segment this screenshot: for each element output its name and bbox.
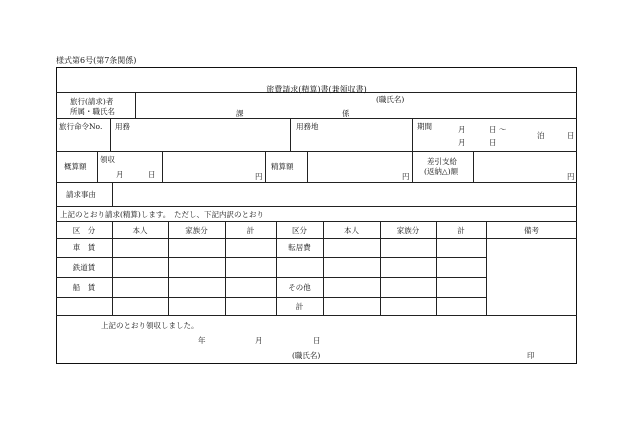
traveler-kakari: 係 (342, 109, 350, 118)
divider (112, 221, 113, 315)
reason-label: 請求事由 (66, 190, 96, 199)
table-header: 家族分 (185, 226, 208, 235)
table-header: 区 分 (72, 226, 96, 235)
divider (473, 151, 474, 182)
receipt-month: 月 (116, 170, 124, 179)
destination-label: 用務地 (296, 122, 319, 131)
divider (56, 315, 577, 316)
table-row-label: 転居費 (288, 243, 311, 252)
table-row-label: 船 賃 (72, 283, 96, 292)
table-row-label: 車 賃 (72, 243, 96, 252)
yen-mark: 円 (255, 172, 263, 181)
table-header: 本人 (132, 226, 148, 235)
table-header: 備考 (524, 226, 539, 235)
divider (56, 277, 486, 278)
divider (97, 151, 98, 182)
divider (56, 257, 486, 258)
divider (56, 151, 577, 152)
divider (56, 182, 577, 183)
receipt-day: 日 (148, 170, 156, 179)
settle-label: 精算額 (271, 162, 294, 171)
divider (110, 118, 111, 151)
divider (276, 221, 277, 315)
form-title: 旅費請求(精算)書(兼領収書) (266, 85, 367, 94)
period-day: 日 (489, 138, 497, 147)
divider (307, 151, 308, 182)
traveler-label: 所属・職氏名 (70, 107, 115, 116)
stay-day: 日 (567, 131, 575, 140)
receipt-label: 領収 (100, 155, 115, 164)
table-header: 計 (457, 226, 465, 235)
divider (412, 118, 413, 151)
divider (56, 221, 577, 222)
traveler-label: 旅行(請求)者 (70, 97, 114, 106)
purpose-label: 用務 (115, 122, 130, 131)
divider (265, 151, 266, 182)
receipt-day: 日 (313, 336, 321, 345)
advance-label: 概算額 (64, 162, 87, 171)
yen-mark: 円 (402, 172, 410, 181)
period-label: 期間 (417, 122, 432, 131)
statement: 上記のとおり請求(精算)します。 ただし、下記内訳のとおり (60, 210, 265, 219)
divider (412, 151, 413, 182)
table-header: 計 (246, 226, 255, 235)
diff-label: 差引支給 (427, 157, 457, 166)
table-row-label: その他 (288, 283, 311, 292)
table-row-label: 鉄道賃 (72, 263, 96, 272)
divider (135, 92, 136, 118)
receipt-year: 年 (198, 336, 206, 345)
divider (56, 238, 577, 239)
divider (112, 182, 113, 206)
divider (168, 221, 169, 315)
receipt-title-label: (職氏名) (292, 351, 321, 360)
divider (323, 221, 324, 315)
divider (290, 118, 291, 151)
traveler-title-label: (職氏名) (376, 95, 405, 104)
divider (380, 221, 381, 315)
divider (162, 151, 163, 182)
table-header: 家族分 (396, 226, 420, 235)
divider (56, 206, 577, 207)
divider (436, 221, 437, 315)
divider (56, 297, 486, 298)
period-month: 月 (458, 138, 466, 147)
divider (225, 221, 226, 315)
form-number: 様式第6号(第7条関係) (56, 56, 137, 65)
period-day: 日 〜 (489, 125, 507, 134)
period-month: 月 (458, 125, 466, 134)
receipt-month: 月 (255, 336, 263, 345)
table-header: 本人 (344, 226, 359, 235)
order-no-label: 旅行命令No. (59, 122, 103, 131)
yen-mark: 円 (567, 172, 575, 181)
table-header: 区分 (292, 226, 307, 235)
traveler-ka: 課 (236, 109, 244, 118)
divider (56, 118, 577, 119)
table-row-label: 計 (295, 302, 304, 311)
seal-mark: 印 (527, 351, 535, 360)
receipt-statement: 上記のとおり領収しました。 (101, 321, 199, 330)
diff-label: (返納△)額 (424, 167, 459, 176)
divider (486, 221, 487, 315)
stay-label: 泊 (537, 131, 545, 140)
